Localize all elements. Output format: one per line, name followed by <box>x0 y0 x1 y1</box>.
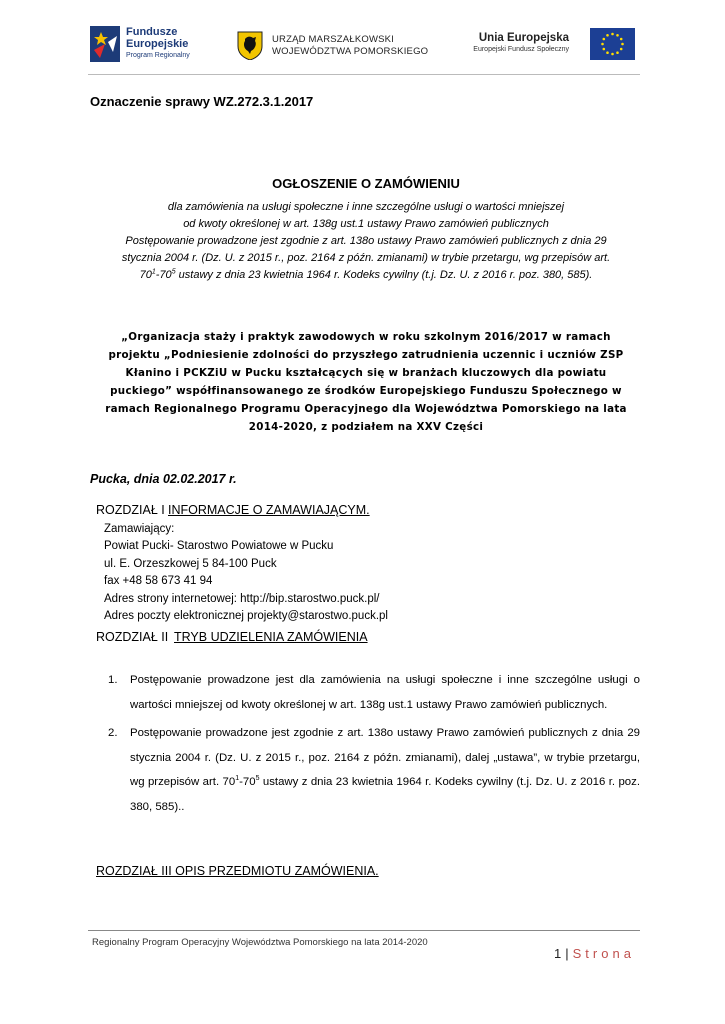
project-line: ramach Regionalnego Programu Operacyjnego dla Województwa Pomorskiego na lata <box>105 403 627 415</box>
header-divider <box>88 74 640 75</box>
logo-fe-line1: Fundusze <box>126 26 178 38</box>
intro-line: od kwoty określonej w art. 138g ust.1 ustawy Prawo zamówień publicznych <box>183 218 549 230</box>
place-date: Pucka, dnia 02.02.2017 r. <box>90 472 237 486</box>
contact-label: Zamawiający: <box>104 523 175 535</box>
list-item: 1. Postępowanie prowadzone jest dla zamówienia na usługi społeczne i inne szczególne usługi o wartości mniejszej od kwoty określonej w art. 138g ust.1 ustawy Prawo zamówień publicznych. <box>108 674 640 711</box>
logo-um-line2: WOJEWÓDZTWA POMORSKIEGO <box>272 46 429 57</box>
intro-line: Postępowanie prowadzone jest zgodnie z art. 138o ustawy Prawo zamówień publicznych z dnia 29 <box>125 235 607 247</box>
page-number-separator: | <box>565 946 569 961</box>
section-2-number: ROZDZIAŁ II <box>96 630 169 644</box>
logo-fe-line2: Europejskie <box>126 38 189 50</box>
section-3-heading: ROZDZIAŁ III OPIS PRZEDMIOTU ZAMÓWIENIA. <box>96 864 379 878</box>
contact-fax: fax +48 58 673 41 94 <box>104 575 213 588</box>
section-2-heading <box>96 630 368 644</box>
intro-line: stycznia 2004 r. (Dz. U. z 2015 r., poz. 2164 z późn. zmianami) w trybie przetargu, wg przepisów art. <box>121 252 611 264</box>
footer-divider <box>88 930 640 931</box>
list-item: 2. Postępowanie prowadzone jest zgodnie z art. 138o ustawy Prawo zamówień publicznych z dnia 29 stycznia 2004 r. (Dz. U. z 2015 r., poz. 2164 z późn. zmianami), dalej „ustawa”, w trybie przetargu, wg przepisów art. $70^1-70^5$ ustawy z dnia 23 kwietnia 1964 r. Kodeks cywilny (t.j. Dz. U. z 2016 r. poz. 380, 585).. <box>108 727 640 813</box>
logo-um-line1: URZĄD MARSZAŁKOWSKI <box>272 34 395 45</box>
logo-unia-europejska <box>455 28 635 64</box>
page-number <box>554 946 635 961</box>
footer-program: Regionalny Program Operacyjny Województwa Pomorskiego na lata 2014-2020 <box>92 937 428 948</box>
logo-urzad-marszalkowski <box>236 30 436 62</box>
page-number-value: 1 <box>554 946 562 961</box>
contact-name: Powiat Pucki- Starostwo Powiatowe w Pucku <box>104 540 334 553</box>
section-2-list <box>108 668 640 823</box>
intro-line: dla zamówienia na usługi społeczne i inne szczególne usługi o wartości mniejszej <box>167 201 565 213</box>
document-title: OGŁOSZENIE O ZAMÓWIENIU <box>272 176 460 191</box>
project-line: „Organizacja staży i praktyk zawodowych w roku szkolnym 2016/2017 w ramach <box>121 331 611 343</box>
logo-fundusze-europejskie <box>90 26 210 66</box>
eu-flag-icon <box>590 28 635 60</box>
logo-ue-line2: Europejski Fundusz Społeczny <box>473 46 569 53</box>
project-line: puckiego” współfinansowanego ze środków Europejskiego Funduszu Społecznego w <box>110 385 622 397</box>
contact-email: Adres poczty elektronicznej projekty@starostwo.puck.pl <box>104 610 388 623</box>
project-line: Kłanino i PCKZiU w Pucku kształcących się w branżach kluczowych dla powiatu <box>125 367 607 379</box>
section-1-heading <box>96 503 370 517</box>
intro-block <box>90 199 642 284</box>
contact-address: ul. E. Orzeszkowej 5 84-100 Puck <box>104 557 277 570</box>
page-word: Strona <box>572 946 635 961</box>
project-line: projektu „Podniesienie zdolności do przyszłego zatrudnienia uczennic i uczniów ZSP <box>108 349 624 361</box>
project-title-block <box>96 328 636 436</box>
case-number: Oznaczenie sprawy WZ.272.3.1.2017 <box>90 94 314 109</box>
project-line: 2014-2020, z podziałem na XXV Części <box>248 421 484 433</box>
logo-fe-line3: Program Regionalny <box>126 52 190 59</box>
section-1-title: INFORMACJE O ZAMAWIAJĄCYM. <box>168 503 370 517</box>
contracting-authority-contact <box>104 521 388 625</box>
intro-line: $70^1-70^5$ ustawy z dnia 23 kwietnia 1964 r. Kodeks cywilny (t.j. Dz. U. z 2016 r. poz. 380, 585). <box>139 268 593 281</box>
pomorskie-coat-of-arms-icon <box>236 30 264 60</box>
section-2-title: TRYB UDZIELENIA ZAMÓWIENIA <box>174 630 368 644</box>
fundusze-europejskie-icon <box>90 26 120 62</box>
section-1-number: ROZDZIAŁ I <box>96 503 165 517</box>
logo-ue-line1: Unia Europejska <box>478 32 569 44</box>
contact-website: Adres strony internetowej: http://bip.starostwo.puck.pl/ <box>104 592 380 605</box>
